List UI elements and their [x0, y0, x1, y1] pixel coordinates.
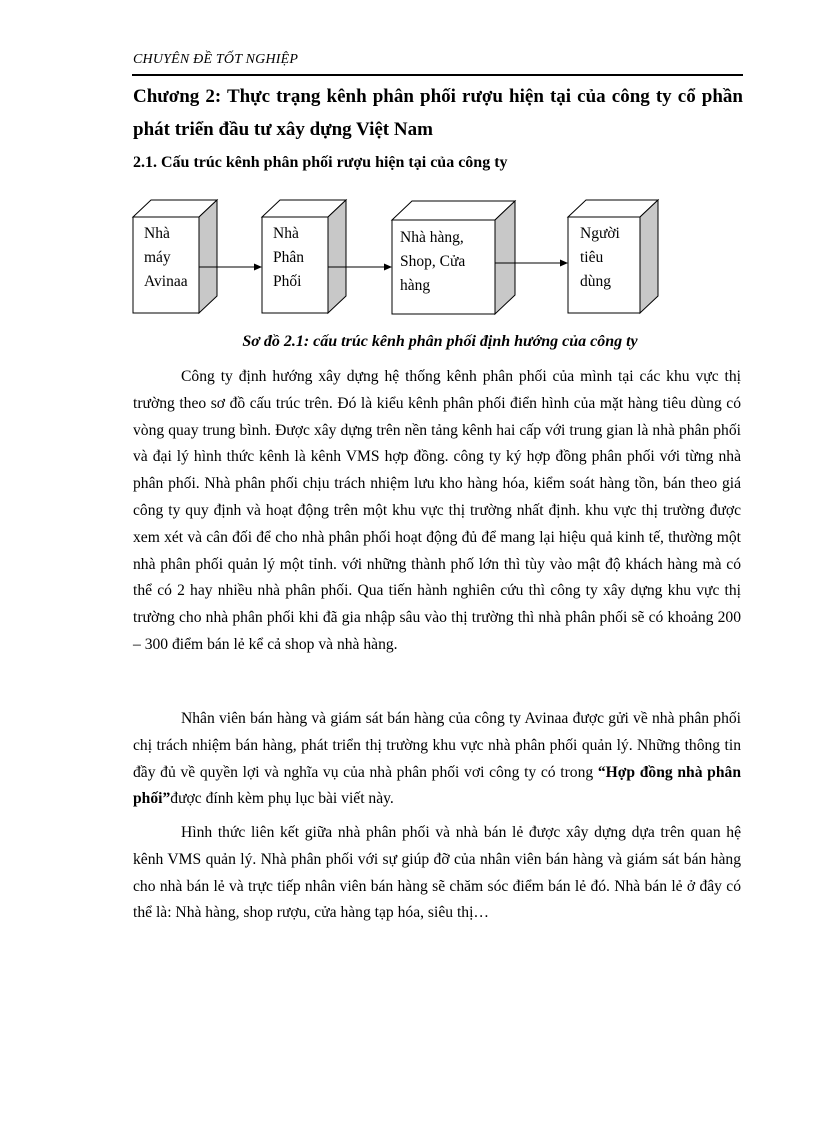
diagram-box-factory-line1: Nhà — [144, 225, 170, 242]
diagram-box-retailer-line1: Nhà hàng, — [400, 229, 464, 246]
paragraph-sales-staff — [133, 706, 741, 813]
diagram-caption-text: Sơ đồ 2.1: cấu trúc kênh phân phối định hướng của công ty — [242, 333, 638, 350]
diagram-box-retailer-line2: Shop, Cửa — [400, 253, 466, 270]
diagram-box-factory — [133, 200, 217, 313]
diagram-box-consumer-line2: tiêu — [580, 249, 604, 266]
chapter-title: Chương 2: Thực trạng kênh phân phối rượu hiện tại của công ty cổ phần phát triển đầu tư xây dựng Việt Nam — [133, 86, 743, 140]
paragraph-retail-linkage: Hình thức liên kết giữa nhà phân phối và nhà bán lẻ được xây dựng dựa trên quan hệ kênh VMS quản lý. Nhà phân phối với sự giúp đỡ của nhân viên bán hàng và giám sát bán hàng cho nhà bán lẻ và trực tiếp nhân viên bán hàng sẽ chăm sóc điểm bán lẻ đó. Nhà bán lẻ ở đây có thể là: Nhà hàng, shop rượu, cửa hàng tạp hóa, siêu thị… — [133, 824, 741, 922]
paragraph-channel-orientation: Công ty định hướng xây dựng hệ thống kênh phân phối của mình tại các khu vực thị trường theo sơ đồ cấu trúc trên. Đó là kiểu kênh phân phối điển hình của mặt hàng tiêu dùng có vòng quay trung bình. Được xây dựng trên nền tảng kênh hai cấp với trung gian là nhà phân phối và đại lý hình thức kênh là kênh VMS hợp đồng. công ty ký hợp đồng phân phối với từng nhà phân phối. Nhà phân phối chịu trách nhiệm lưu kho hàng hóa, kiểm soát hàng tồn, bán theo giá công ty quy định và hoạt động trên một khu vực thị trường nhất định. khu vực thị trường được xem xét và cân đối để cho nhà phân phối hoạt động đủ để mang lại hiệu quả kinh tế, thường một nhà phân phối quản lý một tỉnh. với những thành phố lớn thì tùy vào mật độ khách hàng mà có thể có 2 hay nhiều nhà phân phối. Qua tiến hành nghiên cứu thì công ty xây dựng khu vực thị trường cho nhà phân phối khi đã gia nhập sâu vào thị trường thì nhà phân phối sẽ có khoảng 200 – 300 điểm bán lẻ kể cả shop và nhà hàng. — [133, 368, 741, 653]
diagram-caption — [0, 333, 816, 351]
diagram-box-retailer-line3: hàng — [400, 277, 431, 294]
diagram-box-distributor-line1: Nhà — [273, 225, 299, 242]
diagram-box-distributor-line2: Phân — [273, 249, 304, 266]
header-rule — [132, 74, 743, 76]
section-title: 2.1. Cấu trúc kênh phân phối rượu hiện tại của công ty — [133, 154, 508, 171]
diagram-box-factory-line2: máy — [144, 249, 171, 266]
diagram-box-consumer-line3: dùng — [580, 273, 611, 290]
page-header: CHUYÊN ĐỀ TỐT NGHIỆP — [133, 52, 299, 67]
diagram-box-factory-line3: Avinaa — [144, 273, 188, 290]
paragraph-sales-staff-tail: được đính kèm phụ lục bài viết này. — [170, 790, 394, 808]
diagram-box-distributor — [262, 200, 346, 313]
diagram-box-retailer — [392, 201, 515, 314]
diagram-box-consumer-line1: Người — [580, 225, 620, 242]
diagram-box-consumer — [568, 200, 658, 313]
paragraph-sales-staff-text: Nhân viên bán hàng và giám sát bán hàng của công ty Avinaa được gửi về nhà phân phối chị trách nhiệm bán hàng, phát triển thị trường khu vực nhà phân phối quản lý. Những thông tin đầy đủ về quyền lợi và nghĩa vụ của nhà phân phối vơi công ty có trong — [133, 710, 741, 781]
channel-structure-diagram — [130, 195, 670, 325]
distributor-contract-reference: “Hợp đồng nhà phân phối” — [133, 763, 742, 808]
diagram-box-distributor-line3: Phối — [273, 273, 302, 290]
